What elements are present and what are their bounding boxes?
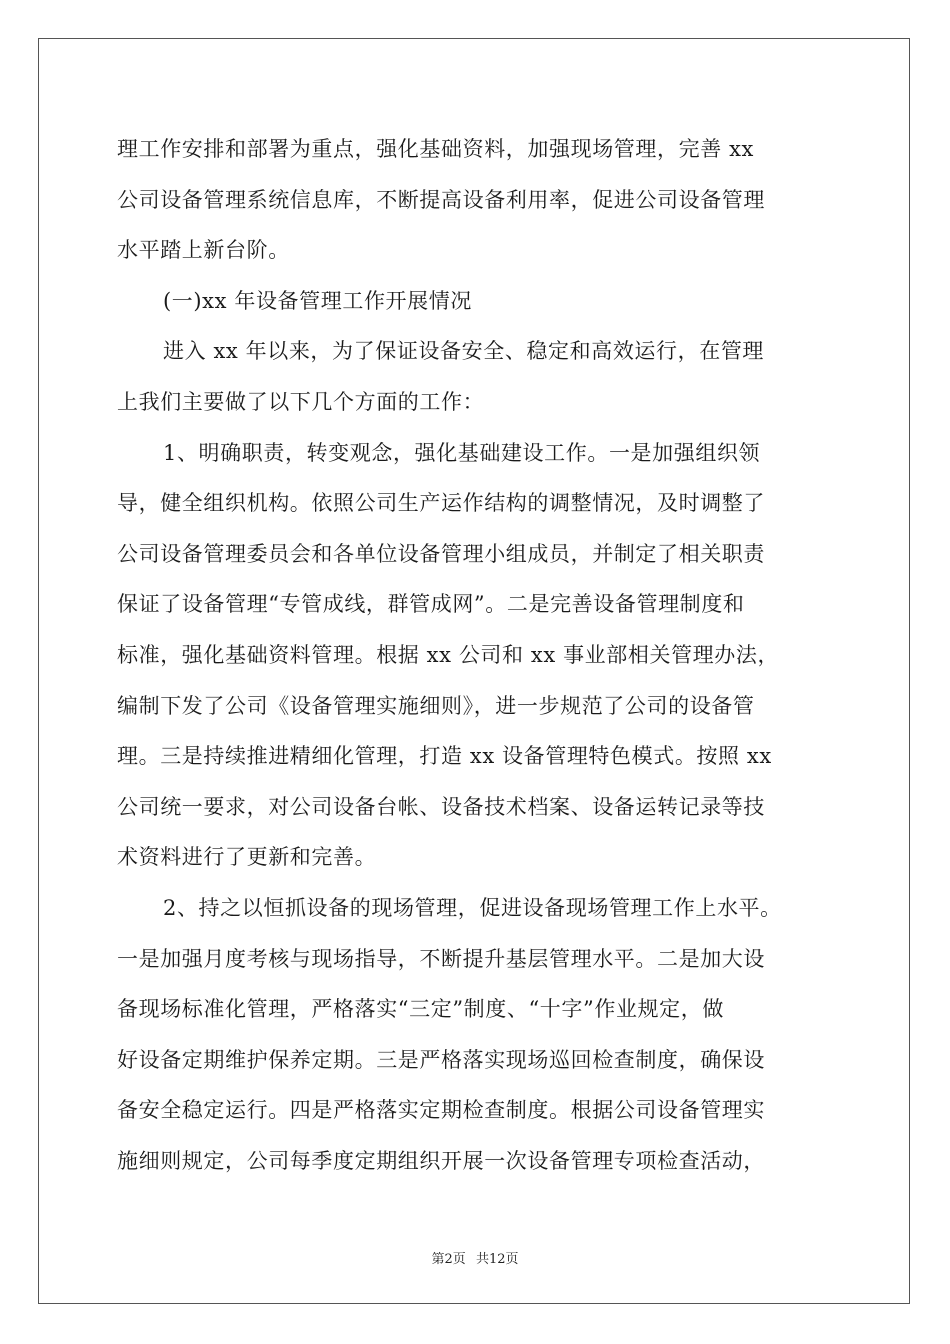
text-line: 2、持之以恒抓设备的现场管理，促进设备现场管理工作上水平。 xyxy=(163,895,782,920)
text-line: 理。三是持续推进精细化管理，打造 xx 设备管理特色模式。按照 xx xyxy=(117,744,772,769)
page-number: 第2页 xyxy=(431,1252,466,1267)
text-line: 保证了设备管理“专管成线，群管成网”。二是完善设备管理制度和 xyxy=(117,592,745,617)
text-line: 术资料进行了更新和完善。 xyxy=(117,845,377,870)
text-line: 公司设备管理系统信息库，不断提高设备利用率，促进公司设备管理 xyxy=(117,187,765,212)
text-line: 水平踏上新台阶。 xyxy=(117,238,290,263)
text-line: 导，健全组织机构。依照公司生产运作结构的调整情况，及时调整了 xyxy=(117,491,765,516)
text-line: 上我们主要做了以下几个方面的工作： xyxy=(117,389,485,414)
text-line: 理工作安排和部署为重点，强化基础资料，加强现场管理，完善 xx xyxy=(117,137,754,161)
section-heading: (一)xx 年设备管理工作开展情况 xyxy=(163,288,472,313)
page-footer xyxy=(0,1248,950,1267)
text-line: 公司统一要求，对公司设备台帐、设备技术档案、设备运转记录等技 xyxy=(117,794,765,819)
text-line: 公司设备管理委员会和各单位设备管理小组成员，并制定了相关职责 xyxy=(117,541,765,566)
text-line: 一是加强月度考核与现场指导，不断提升基层管理水平。二是加大设 xyxy=(117,946,765,971)
text-line: 进入 xx 年以来，为了保证设备安全、稳定和高效运行，在管理 xyxy=(163,339,765,364)
text-line: 备现场标准化管理，严格落实“三定”制度、“十字”作业规定，做 xyxy=(117,997,724,1022)
text-line: 编制下发了公司《设备管理实施细则》，进一步规范了公司的设备管 xyxy=(117,693,755,718)
text-line: 备安全稳定运行。四是严格落实定期检查制度。根据公司设备管理实 xyxy=(117,1098,765,1123)
text-line: 施细则规定，公司每季度定期组织开展一次设备管理专项检查活动， xyxy=(117,1148,765,1173)
document-body xyxy=(117,124,833,1186)
text-line: 1、明确职责，转变观念，强化基础建设工作。一是加强组织领 xyxy=(163,440,761,465)
page-total: 共12页 xyxy=(475,1252,519,1267)
text-line: 好设备定期维护保养定期。三是严格落实现场巡回检查制度，确保设 xyxy=(117,1047,765,1072)
text-line: 标准，强化基础资料管理。根据 xx 公司和 xx 事业部相关管理办法， xyxy=(117,642,780,667)
